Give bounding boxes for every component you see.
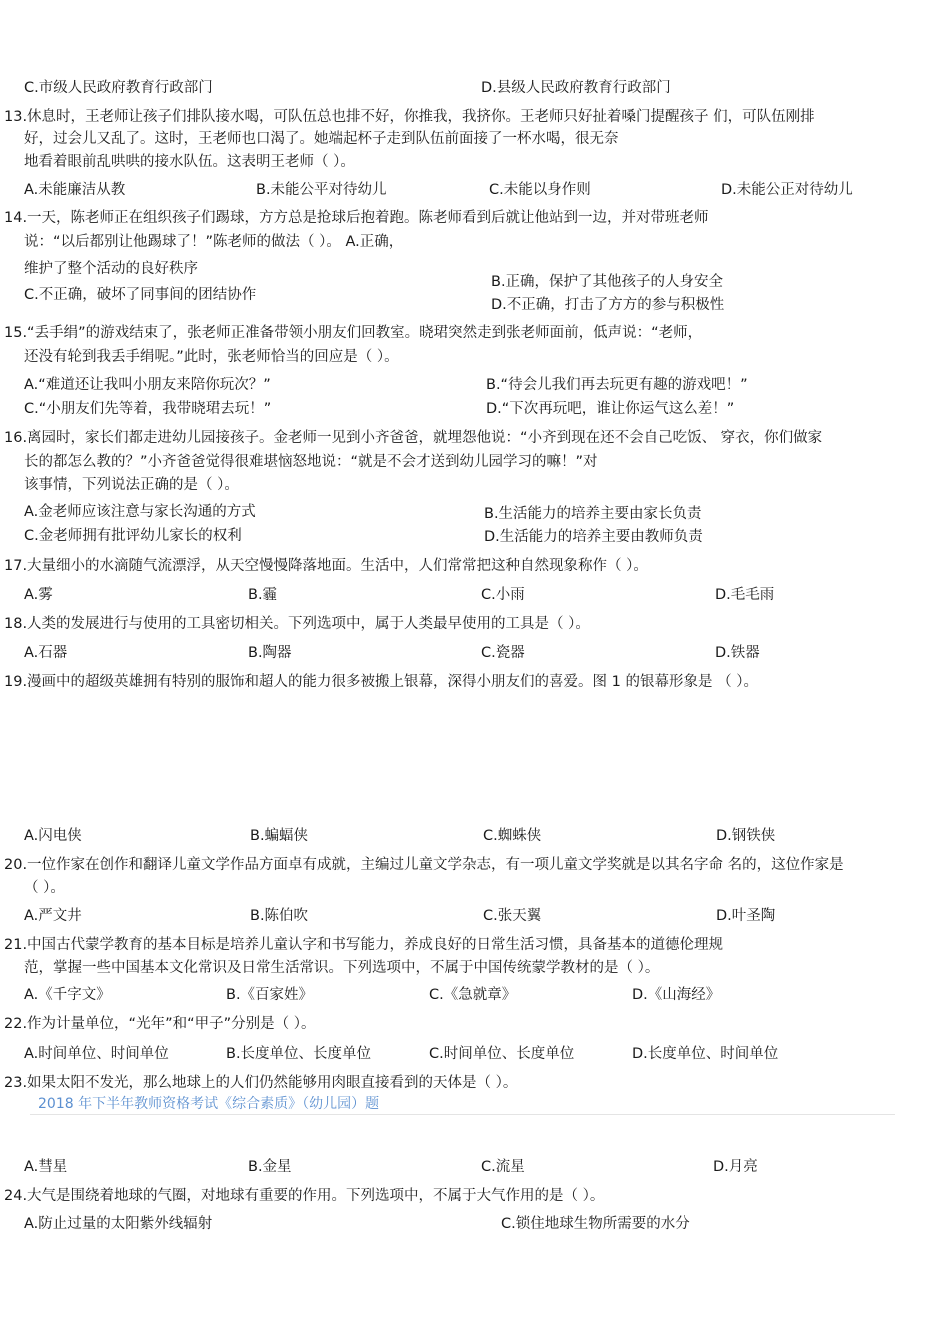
q15-option-a: A.“难道还让我叫小朋友来陪你玩次？”: [24, 377, 271, 393]
q16-option-a: A.金老师应该注意与家长沟通的方式: [24, 504, 256, 520]
q13-stem-line1: 13.休息时，王老师让孩子们排队接水喝，可队伍总也排不好，你推我，我挤你。王老师只好扯着嗓门提醒孩子 们，可队伍刚排: [4, 109, 815, 125]
q12-option-c: C.市级人民政府教育行政部门: [24, 80, 213, 96]
q16-stem-line1: 16.离园时，家长们都走进幼儿园接孩子。金老师一见到小齐爸爸，就埋怨他说：“小齐到现在还不会自己吃饭、 穿衣，你们做家: [4, 430, 823, 446]
q20-option-d: D.叶圣陶: [716, 908, 776, 924]
q16-option-d: D.生活能力的培养主要由教师负责: [484, 529, 703, 545]
q21-stem-line2: 范，掌握一些中国基本文化常识及日常生活常识。下列选项中，不属于中国传统蒙学教材的是（ ）。: [24, 960, 660, 976]
q13-stem-line2: 好，过会儿又乱了。这时，王老师也口渴了。她端起杯子走到队伍前面接了一杯水喝，很无奈: [24, 131, 619, 147]
q22-option-a: A.时间单位、时间单位: [24, 1046, 169, 1062]
q14-option-c: C.不正确，破坏了同事间的团结协作: [24, 287, 257, 303]
q18-option-d: D.铁器: [715, 645, 760, 661]
q13-stem-line3: 地看着眼前乱哄哄的接水队伍。这表明王老师（ ）。: [24, 154, 355, 170]
q15-stem-line2: 还没有轮到我丢手绢呢。”此时，张老师恰当的回应是（ ）。: [24, 349, 399, 365]
q24-option-a: A.防止过量的太阳紫外线辐射: [24, 1216, 213, 1232]
page-footer-title: 2018 年下半年教师资格考试《综合素质》（幼儿园）题: [38, 1096, 380, 1112]
q23-option-a: A.彗星: [24, 1159, 68, 1175]
q17-option-c: C.小雨: [481, 587, 525, 603]
q21-option-b: B.《百家姓》: [226, 987, 314, 1003]
q18-option-a: A.石器: [24, 645, 68, 661]
q15-option-c: C.“小朋友们先等着，我带晓珺去玩！”: [24, 401, 272, 417]
q20-option-c: C.张天翼: [483, 908, 542, 924]
q23-option-c: C.流星: [481, 1159, 525, 1175]
q18-stem-line1: 18.人类的发展进行与使用的工具密切相关。下列选项中，属于人类最早使用的工具是（ ）。: [4, 616, 590, 632]
q21-option-d: D.《山海经》: [632, 987, 721, 1003]
q21-option-a: A.《千字文》: [24, 987, 111, 1003]
q20-stem-line2: （ ）。: [24, 880, 65, 896]
q18-option-c: C.瓷器: [481, 645, 525, 661]
q16-stem-line2: 长的都怎么教的？”小齐爸爸觉得很难堪恼怒地说：“就是不会才送到幼儿园学习的嘛！”对: [24, 454, 598, 470]
q20-stem-line1: 20.一位作家在创作和翻译儿童文学作品方面卓有成就，主编过儿童文学杂志，有一项儿童文学奖就是以其名字命 名的，这位作家是: [4, 857, 844, 873]
q15-stem-line1: 15.“丢手绢”的游戏结束了，张老师正准备带领小朋友们回教室。晓珺突然走到张老师面前，低声说：“老师，: [4, 325, 703, 341]
q20-option-a: A.严文井: [24, 908, 82, 924]
q17-option-d: D.毛毛雨: [715, 587, 775, 603]
q16-stem-line3: 该事情，下列说法正确的是（ ）。: [24, 477, 239, 493]
q13-option-a: A.未能廉洁从教: [24, 182, 126, 198]
q19-option-d: D.钢铁侠: [716, 828, 776, 844]
q13-option-d: D.未能公正对待幼儿: [721, 182, 853, 198]
q22-option-d: D.长度单位、时间单位: [632, 1046, 779, 1062]
q16-option-b: B.生活能力的培养主要由家长负责: [484, 506, 702, 522]
q22-option-b: B.长度单位、长度单位: [226, 1046, 372, 1062]
q13-option-b: B.未能公平对待幼儿: [256, 182, 387, 198]
q18-option-b: B.陶器: [248, 645, 292, 661]
q14-stem-line1: 14.一天，陈老师正在组织孩子们踢球，方方总是抢球后抱着跑。陈老师看到后就让他站到一边，并对带班老师: [4, 210, 709, 226]
q12-option-d: D.县级人民政府教育行政部门: [481, 80, 671, 96]
q14-option-d: D.不正确，打击了方方的参与积极性: [491, 297, 725, 313]
q21-stem-line1: 21.中国古代蒙学教育的基本目标是培养儿童认字和书写能力，养成良好的日常生活习惯，具备基本的道德伦理规: [4, 937, 724, 953]
q16-option-c: C.金老师拥有批评幼儿家长的权利: [24, 528, 242, 544]
q14-option-b: B.正确，保护了其他孩子的人身安全: [491, 274, 724, 290]
q19-option-c: C.蜘蛛侠: [483, 828, 542, 844]
q14-stem-line2: 说：“以后都别让他踢球了！”陈老师的做法（ ）。 A.正确，: [24, 234, 404, 250]
q17-option-b: B.霾: [248, 587, 278, 603]
q21-option-c: C.《急就章》: [429, 987, 517, 1003]
footer-divider: [30, 1114, 895, 1115]
q20-option-b: B.陈伯吹: [250, 908, 309, 924]
q15-option-d: D.“下次再玩吧，谁让你运气这么差！”: [486, 401, 735, 417]
q19-option-b: B.蝙蝠侠: [250, 828, 309, 844]
q14-stem-line3: 维护了整个活动的良好秩序: [24, 261, 198, 277]
q17-stem-line1: 17.大量细小的水滴随气流漂浮，从天空慢慢降落地面。生活中，人们常常把这种自然现象称作（ ）。: [4, 558, 648, 574]
q23-option-b: B.金星: [248, 1159, 292, 1175]
q17-option-a: A.雾: [24, 587, 53, 603]
q15-option-b: B.“待会儿我们再去玩更有趣的游戏吧！”: [486, 377, 748, 393]
q22-option-c: C.时间单位、长度单位: [429, 1046, 575, 1062]
q24-stem-line1: 24.大气是围绕着地球的气圈，对地球有重要的作用。下列选项中，不属于大气作用的是（ ）。: [4, 1188, 605, 1204]
q23-stem-line1: 23.如果太阳不发光，那么地球上的人们仍然能够用肉眼直接看到的天体是（ ）。: [4, 1075, 518, 1091]
q22-stem-line1: 22.作为计量单位，“光年”和“甲子”分别是（ ）。: [4, 1016, 316, 1032]
q24-option-c: C.锁住地球生物所需要的水分: [501, 1216, 690, 1232]
q13-option-c: C.未能以身作则: [489, 182, 591, 198]
q19-stem-line1: 19.漫画中的超级英雄拥有特别的服饰和超人的能力很多被搬上银幕，深得小朋友们的喜爱。图 1 的银幕形象是 （ ）。: [4, 674, 758, 690]
q23-option-d: D.月亮: [713, 1159, 758, 1175]
q19-option-a: A.闪电侠: [24, 828, 82, 844]
